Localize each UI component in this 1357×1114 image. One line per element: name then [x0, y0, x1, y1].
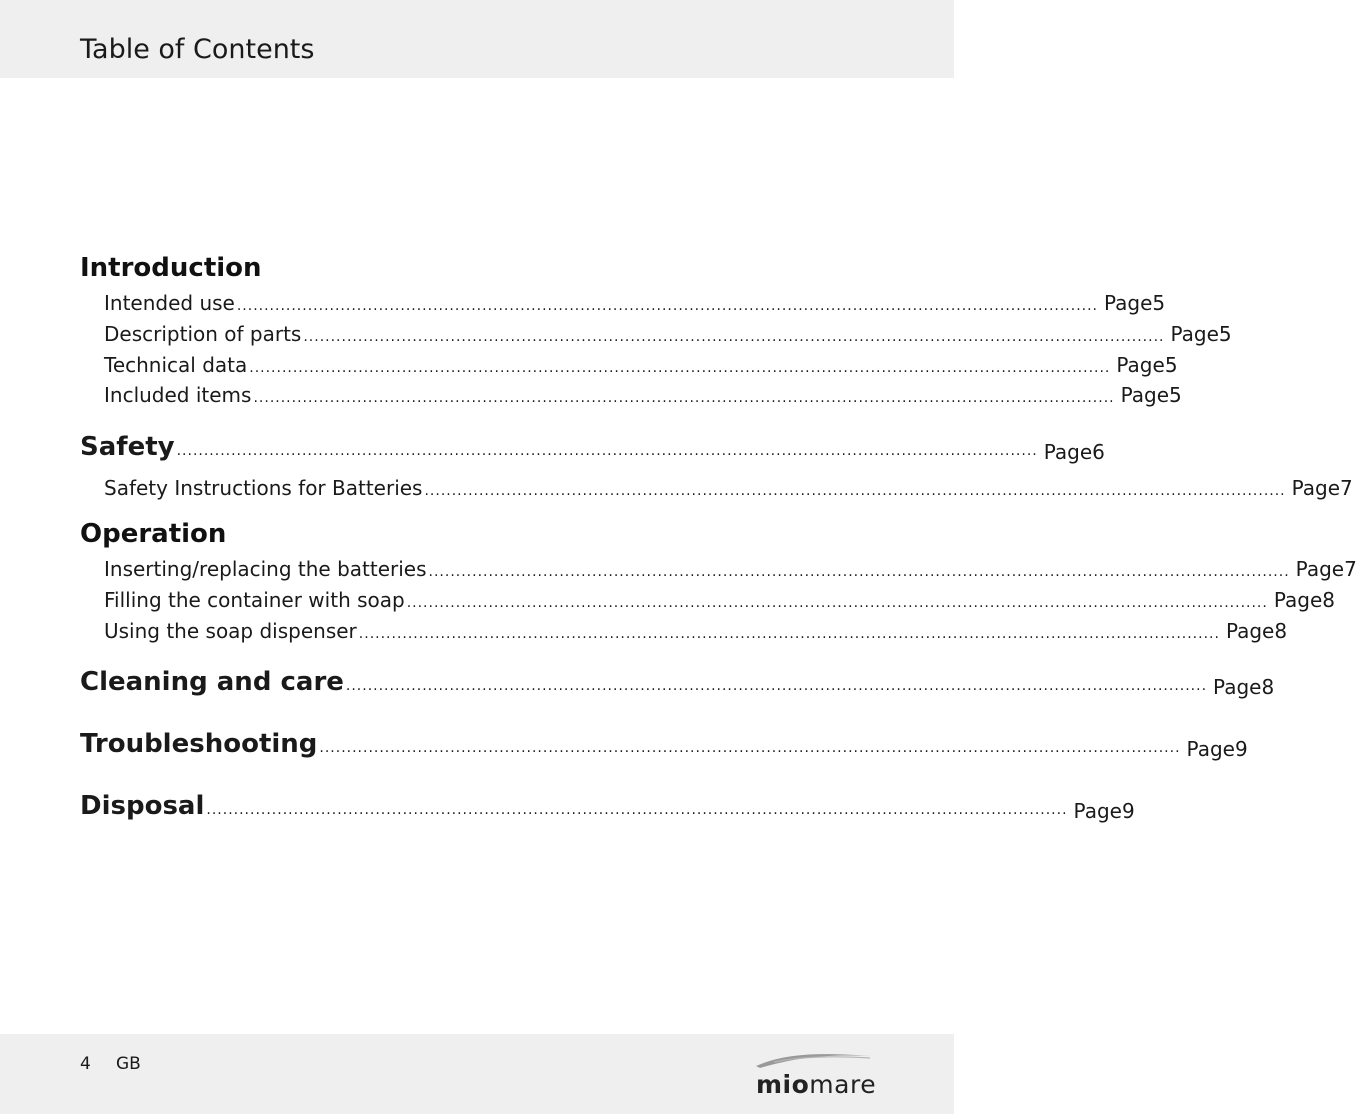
page-word: Page [1104, 291, 1153, 315]
page-word: Page [1273, 587, 1323, 612]
page-number: 5 [1169, 383, 1182, 408]
toc-entry[interactable] [80, 350, 1178, 381]
page-word: Page [1291, 476, 1341, 501]
page-number: 7 [1340, 476, 1353, 501]
toc-entry[interactable] [80, 616, 1288, 647]
logo-wordmark-mio: mio [756, 1070, 810, 1099]
section-heading-introduction: Introduction [80, 253, 262, 283]
section-heading-troubleshooting: Troubleshooting [80, 729, 318, 760]
toc-entry-label: Filling the container with soap [104, 587, 405, 612]
dot-leader: .............................................................................................................................................................. [424, 483, 1286, 500]
section-heading-safety: Safety [80, 432, 175, 463]
dot-leader: .............................................................................................................................................................. [345, 678, 1208, 695]
page-number: 9 [1121, 799, 1135, 824]
logo-swoosh-icon [754, 1048, 874, 1070]
page-word: Page [1073, 799, 1122, 824]
toc-entry-label: Inserting/replacing the batteries [104, 556, 427, 581]
footer-page-number: 4 [80, 1054, 91, 1074]
dot-leader: .............................................................................................................................................................. [253, 390, 1115, 407]
page-number: 7 [1344, 556, 1357, 581]
dot-leader: .............................................................................................................................................................. [176, 443, 1038, 460]
toc-section-safety[interactable] [80, 411, 1105, 473]
page-number: 6 [1092, 440, 1105, 465]
page-number: 8 [1322, 587, 1335, 612]
page-number: 5 [1164, 352, 1178, 377]
section-heading-operation: Operation [80, 518, 227, 549]
spacer [80, 504, 874, 514]
page-word: Page [1295, 556, 1345, 581]
dot-leader: .............................................................................................................................................................. [236, 298, 1098, 314]
page-word: Page [1116, 352, 1165, 377]
page-number: 5 [1218, 321, 1232, 346]
page-word: Page [1043, 440, 1093, 465]
toc-entry-label: Description of parts [104, 321, 302, 346]
toc-entry[interactable] [80, 554, 1357, 585]
dot-leader: .............................................................................................................................................................. [206, 802, 1068, 819]
header-band [0, 0, 954, 78]
table-of-contents [80, 248, 1357, 832]
language-code: GB [116, 1054, 141, 1074]
section-heading-cleaning-and-care: Cleaning and care [80, 667, 344, 698]
page-word: Page [1120, 383, 1170, 408]
page-word: Page [1170, 321, 1219, 346]
page-word: Page [1225, 618, 1275, 643]
logo-wordmark [756, 1070, 876, 1099]
toc-entry-label: Technical data [104, 352, 248, 377]
page-number: 8 [1274, 618, 1288, 643]
toc-entry-label: Using the soap dispenser [104, 618, 357, 643]
dot-leader: .............................................................................................................................................................. [249, 359, 1111, 376]
toc-entry-label: Intended use [104, 291, 235, 315]
section-heading-disposal: Disposal [80, 791, 205, 822]
page-title: Table of Contents [80, 34, 315, 65]
dot-leader: .............................................................................................................................................................. [406, 594, 1268, 611]
toc-entry[interactable] [80, 380, 1182, 411]
page-number: 5 [1152, 291, 1166, 315]
toc-entry-label: Safety Instructions for Batteries [104, 476, 423, 501]
page-number: 8 [1261, 675, 1275, 700]
dot-leader: .............................................................................................................................................................. [358, 625, 1220, 642]
page-number: 9 [1234, 737, 1248, 762]
toc-entry[interactable] [80, 319, 1232, 350]
dot-leader: .............................................................................................................................................................. [303, 328, 1165, 345]
toc-entry[interactable] [80, 473, 1353, 504]
toc-entry-label: Included items [104, 383, 252, 408]
page-word: Page [1186, 737, 1235, 762]
logo-wordmark-mare: mare [809, 1070, 877, 1099]
toc-section-troubleshooting[interactable] [80, 708, 1248, 770]
miomare-logo [754, 1048, 877, 1100]
dot-leader: .............................................................................................................................................................. [319, 740, 1181, 757]
toc-entry[interactable] [80, 585, 1335, 616]
dot-leader: .............................................................................................................................................................. [428, 563, 1290, 580]
toc-entry[interactable] [80, 288, 1166, 319]
toc-section-cleaning-and-care[interactable] [80, 646, 1275, 708]
page-word: Page [1213, 675, 1262, 700]
toc-section-disposal[interactable] [80, 770, 1135, 832]
